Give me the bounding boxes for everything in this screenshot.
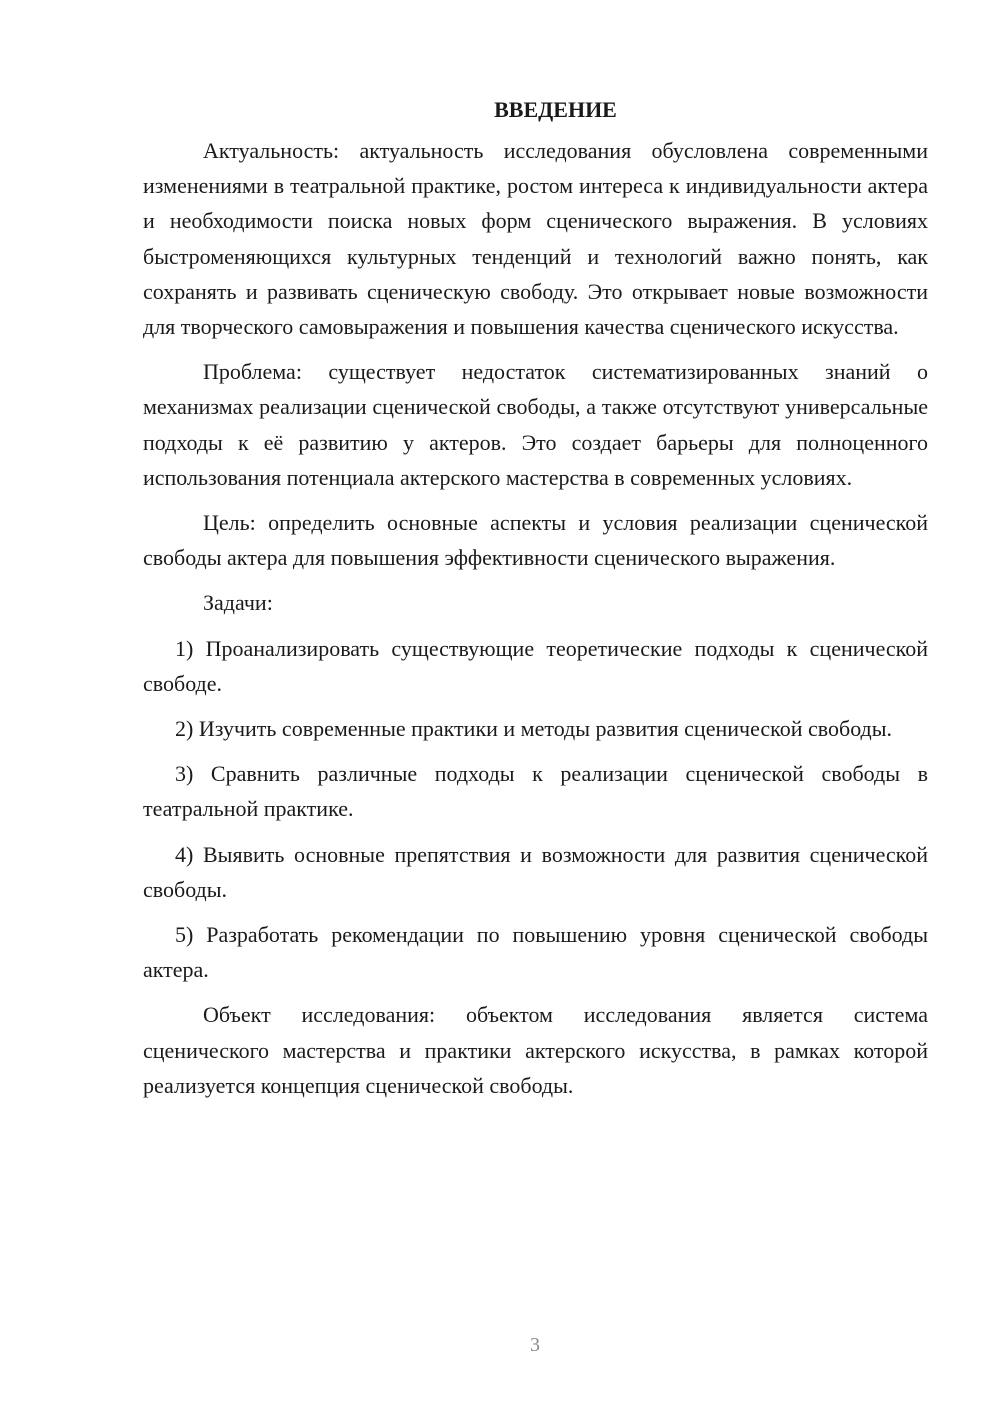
task-item: 2) Изучить современные практики и методы развития сценической свободы. [175,716,893,742]
task-item: 1) Проанализировать существующие теоретические подходы к сценической свободе. [143,635,928,696]
page-number: 3 [530,1334,540,1356]
tasks-label: Задачи: [203,590,273,616]
task-item: 5) Разработать рекомендации по повышению уровня сценической свободы актера. [143,922,928,983]
task-item: 4) Выявить основные препятствия и возможности для развития сценической свободы. [143,841,928,902]
section-heading: ВВЕДЕНИЕ [494,97,617,122]
document-page [143,92,928,1113]
paragraph-object: Объект исследования: объектом исследования является система сценического мастерства и практики актерского искусства, в рамках которой реализуется концепция сценической свободы. [143,1002,928,1098]
paragraph-goal: Цель: определить основные аспекты и условия реализации сценической свободы актера для повышения эффективности сценического выражения. [143,510,928,571]
paragraph-relevance: Актуальность: актуальность исследования обусловлена современными изменениями в театральной практике, ростом интереса к индивидуальности актера и необходимости поиска новых форм сценического выражения. В условиях быстроменяющихся культурных тенденций и технологий важно понять, как сохранять и развивать сценическую свободу. Это открывает новые возможности для творческого самовыражения и повышения качества сценического искусства. [143,138,928,340]
paragraph-problem: Проблема: существует недостаток систематизированных знаний о механизмах реализации сценической свободы, а также отсутствуют универсальные подходы к её развитию у актеров. Это создает барьеры для полноценного использования потенциала актерского мастерства в современных условиях. [143,359,928,490]
task-item: 3) Сравнить различные подходы к реализации сценической свободы в театральной практике. [143,761,928,822]
